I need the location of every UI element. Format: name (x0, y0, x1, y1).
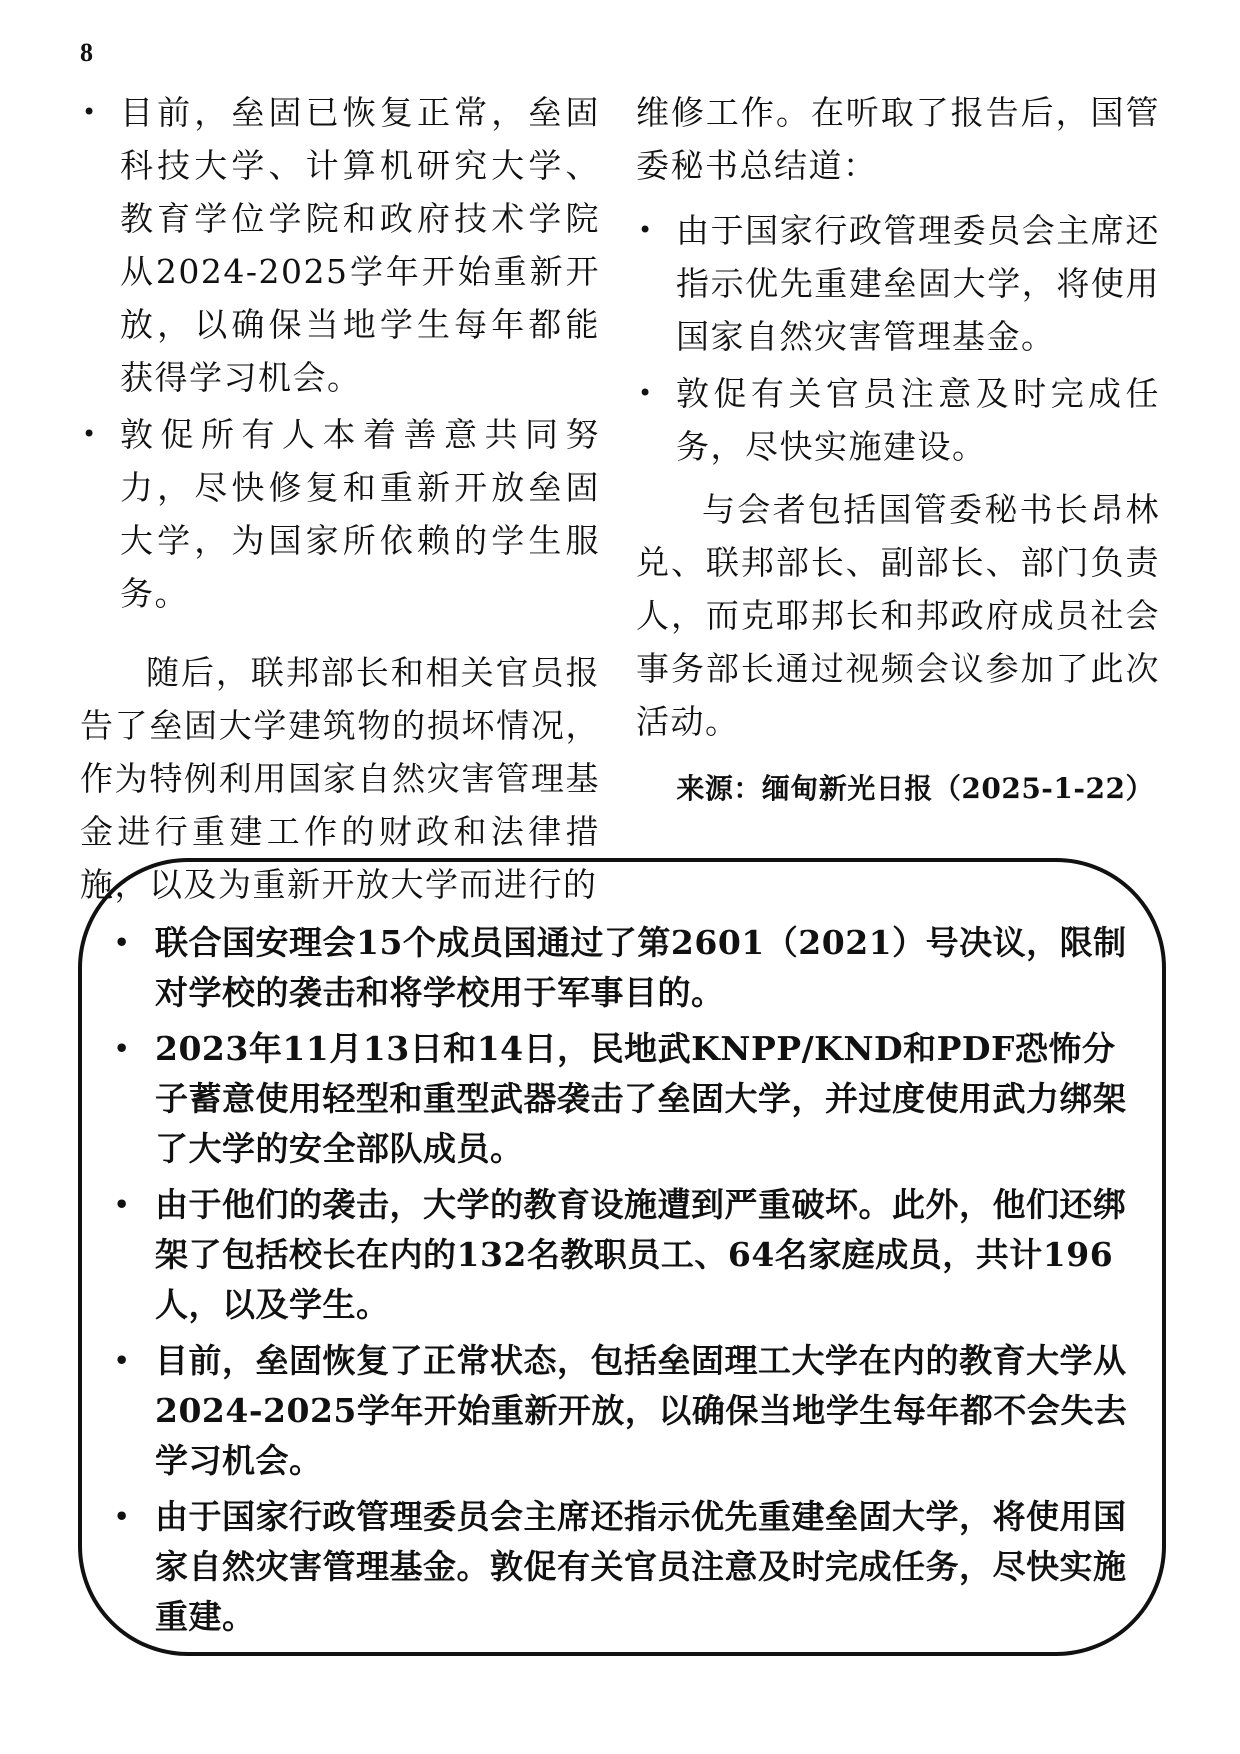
left-bullet-item: • 目前，垒固已恢复正常，垒固科技大学、计算机研究大学、教育学位学院和政府技术学院从2024-2025学年开始重新开放，以确保当地学生每年都能获得学习机会。 (80, 86, 600, 404)
left-column (80, 86, 600, 911)
right-bullet-item: • 敦促有关官员注意及时完成任务，尽快实施建设。 (636, 367, 1160, 473)
summary-item: • 由于他们的袭击，大学的教育设施遭到严重破坏。此外，他们还绑架了包括校长在内的132名教职员工、64名家庭成员，共计196人，以及学生。 (110, 1180, 1130, 1330)
summary-item: • 目前，垒固恢复了正常状态，包括垒固理工大学在内的教育大学从2024-2025学年开始重新开放，以确保当地学生每年都不会失去学习机会。 (110, 1336, 1130, 1486)
right-bullet-item: • 由于国家行政管理委员会主席还指示优先重建垒固大学，将使用国家自然灾害管理基金。 (636, 204, 1160, 363)
summary-item: • 由于国家行政管理委员会主席还指示优先重建垒固大学，将使用国家自然灾害管理基金。敦促有关官员注意及时完成任务，尽快实施重建。 (110, 1492, 1130, 1642)
source-citation: 来源：缅甸新光日报（2025-1-22） (676, 772, 1154, 805)
summary-list (110, 918, 1130, 1648)
left-bullet-list (80, 86, 600, 620)
right-column (636, 86, 1160, 815)
left-paragraph: 随后，联邦部长和相关官员报告了垒固大学建筑物的损坏情况，作为特例利用国家自然灾害管理基金进行重建工作的财政和法律措施，以及为重新开放大学而进行的 (80, 653, 600, 904)
page-number: 8 (80, 38, 93, 67)
summary-item: • 2023年11月13日和14日，民地武KNPP/KND和PDF恐怖分子蓄意使用轻型和重型武器袭击了垒固大学，并过度使用武力绑架了大学的安全部队成员。 (110, 1024, 1130, 1174)
right-continuation-paragraph: 维修工作。在听取了报告后，国管委秘书总结道： (636, 93, 1160, 185)
right-paragraph: 与会者包括国管委秘书长昂林兑、联邦部长、副部长、部门负责人，而克耶邦长和邦政府成员社会事务部长通过视频会议参加了此次活动。 (636, 490, 1160, 741)
left-bullet-item: • 敦促所有人本着善意共同努力，尽快修复和重新开放垒固大学，为国家所依赖的学生服务。 (80, 408, 600, 620)
right-bullet-list (636, 204, 1160, 473)
summary-item: • 联合国安理会15个成员国通过了第2601（2021）号决议，限制对学校的袭击和将学校用于军事目的。 (110, 918, 1130, 1018)
